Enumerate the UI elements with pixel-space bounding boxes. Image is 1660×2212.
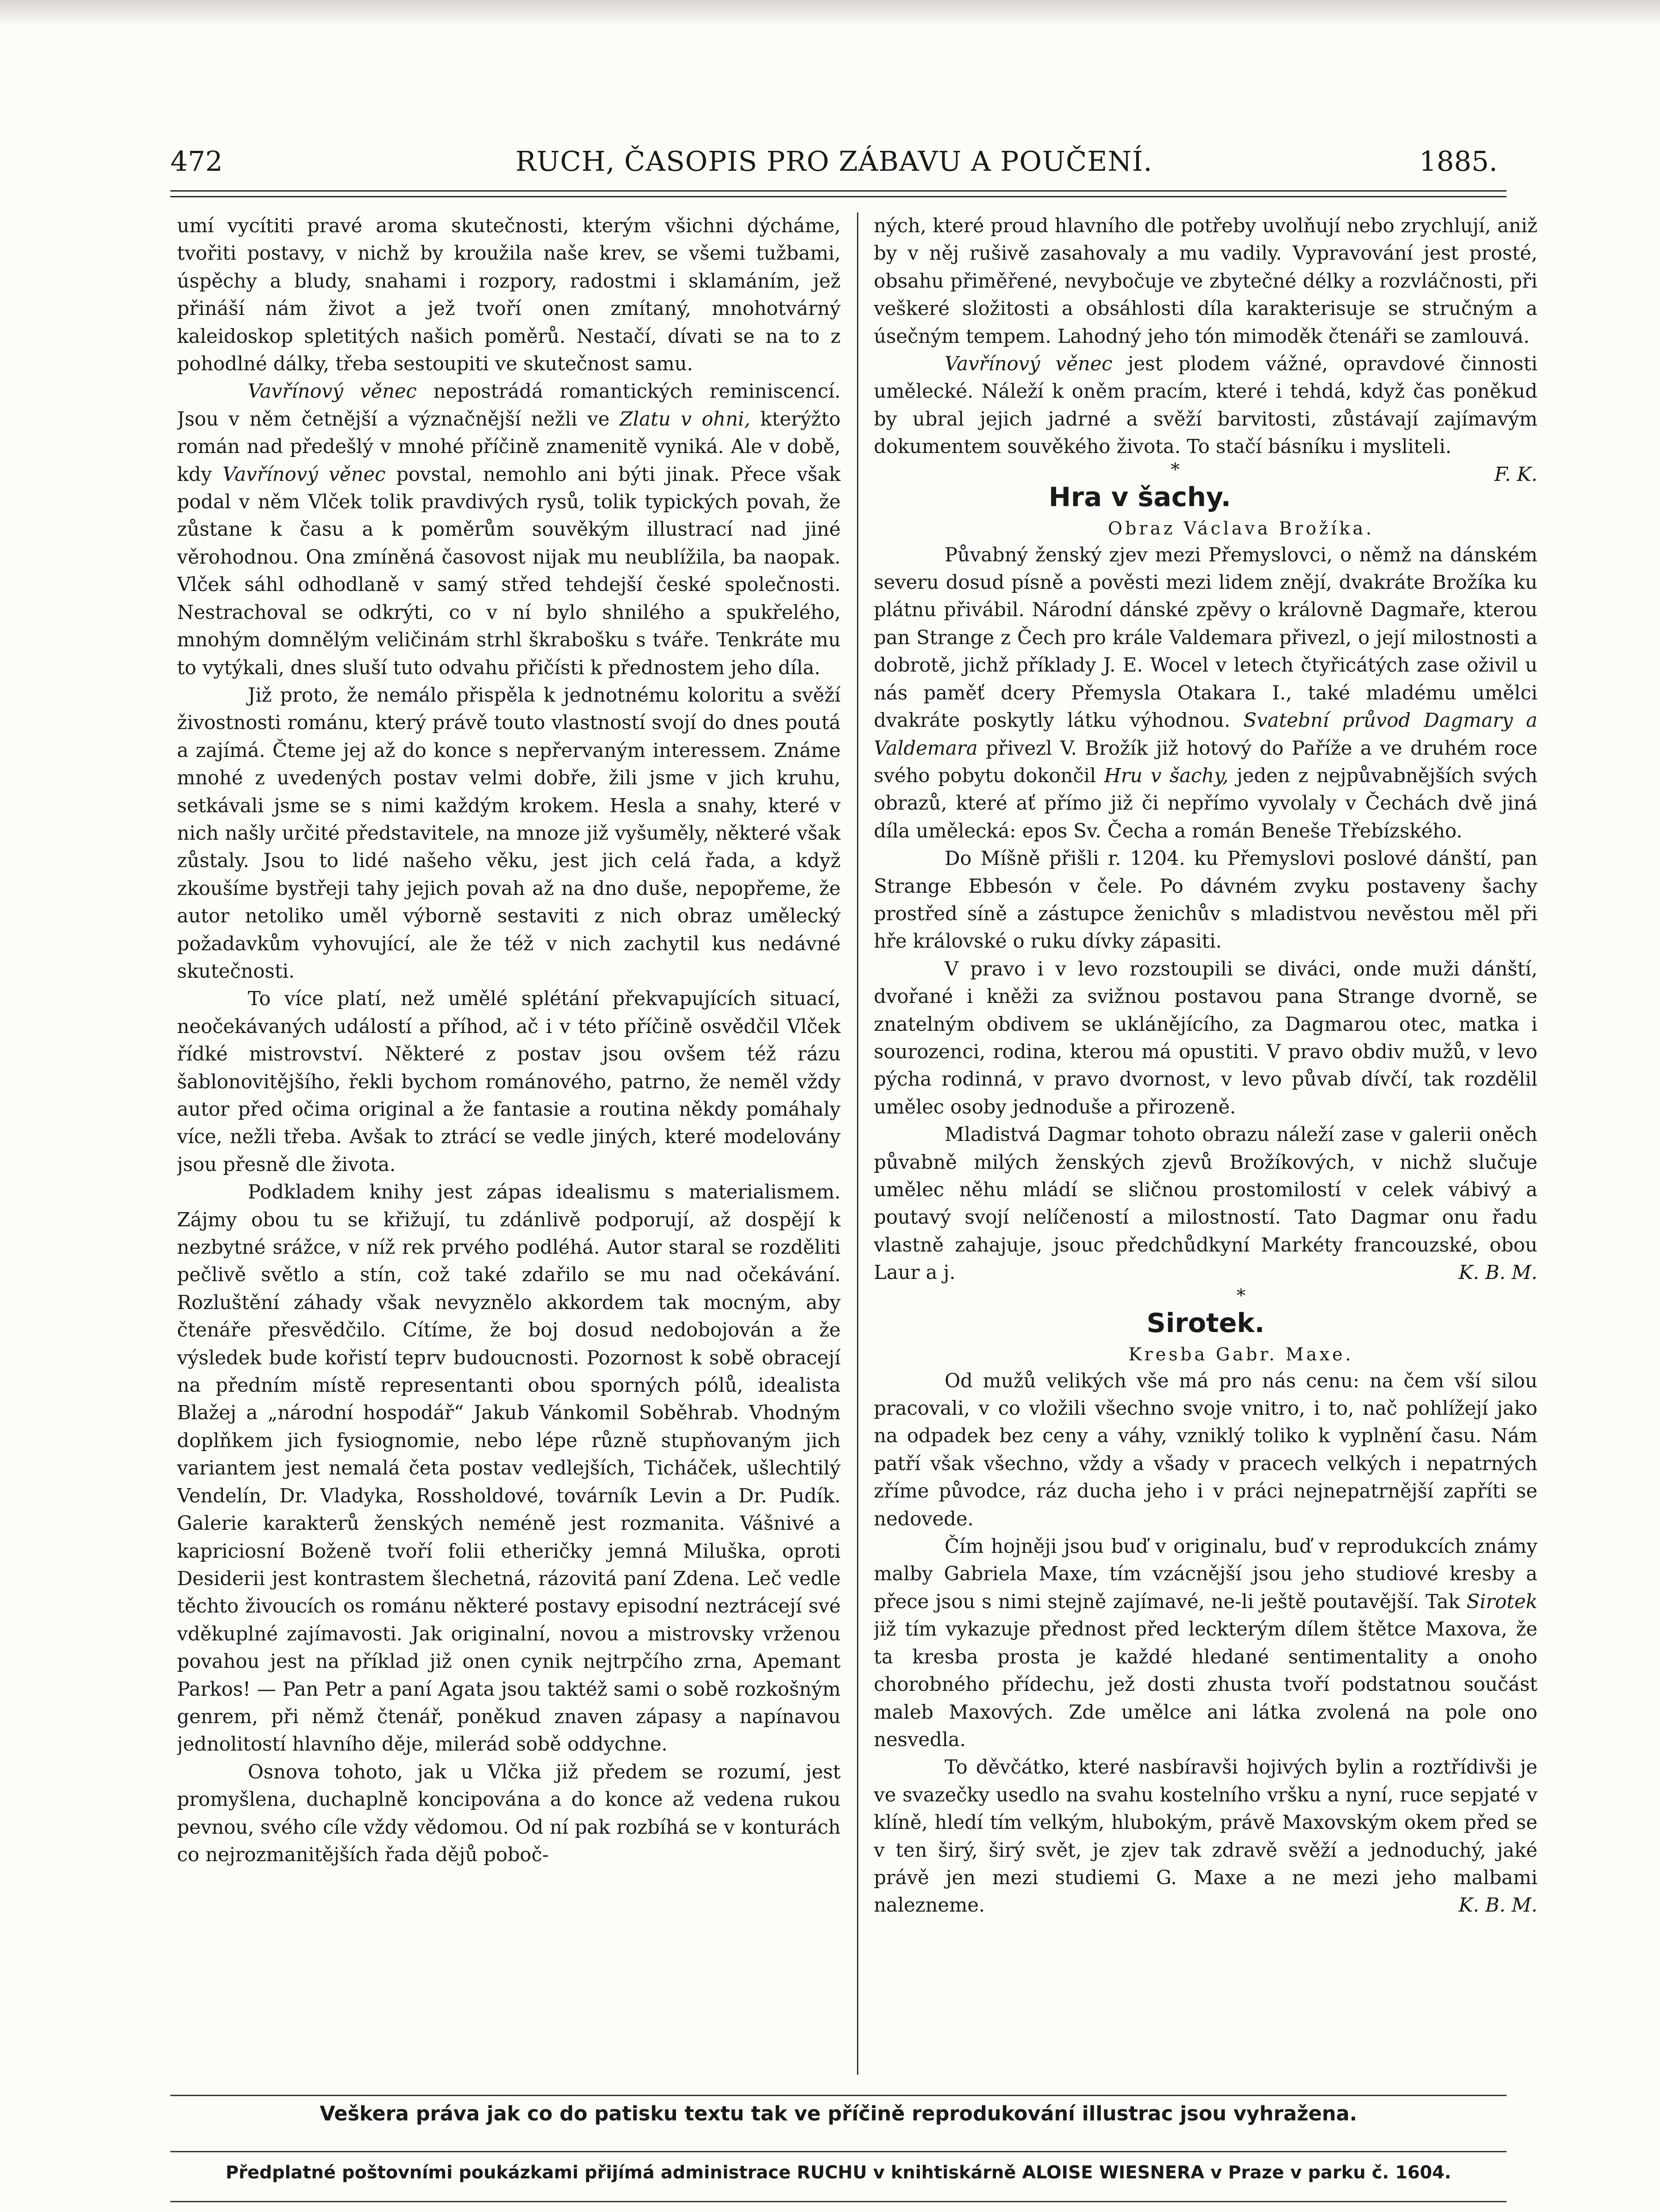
paragraph: To více platí, než umělé splétání překvapujících situací, neočekávaných událostí a příhod, ač i v této příčině osvědčil Vlček řídké mistrovství. Některé z postav jsou ovšem též rázu šablonovitějšího, řekli bychom románového, patrno, že neměl vždy autor před očima original a že fantasie a routina někdy pomáhaly více, nežli třeba. Avšak to ztrácí se vedle jiných, které modelovány jsou přesně dle života. (177, 988, 841, 1176)
section-separator: * (1237, 1285, 1245, 1306)
section-separator: * (1171, 459, 1180, 480)
paragraph: Vavřínový věnec nepostrádá romantických reminiscencí. Jsou v něm četnější a význačnější nežli ve Zlatu v ohni, kterýžto román nad předešlý v mnohé příčině znamenitě vyniká. Ale v době, kdy Vavřínový věnec povstal, nemohlo ani býti jinak. Přece však podal v něm Vlček tolik pravdivých rysů, tolik typických povah, že zůstane k času a k poměrům souvěkým illustrací nad jiné věrohodnou. Ona zmíněná časovost nijak mu neublížila, ba naopak. Vlček sáhl odhodlaně v samý střed tehdejší české společnosti. Nestrachoval se odkrýti, co v ní bylo shnilého a spukřelého, mnohým domnělým veličinám strhl škrabošku s tváře. Tenkráte mu to vytýkali, dnes sluší tuto odvahu přičísti k přednostem jeho díla. (177, 380, 841, 679)
column-divider (857, 212, 858, 2075)
paragraph: Již proto, že nemálo přispěla k jednotnému koloritu a svěží živostnosti románu, který právě touto vlastností svojí do dnes poutá a zajímá. Čteme jej až do konce s nepřervaným interessem. Známe mnohé z uvedených postav velmi dobře, žili jsme v jich kruhu, setkávali jsme se s nimi každým krokem. Hesla a snahy, které v nich našly určité představitele, na mnoze již vyšuměly, některé však zůstaly. Jsou to lidé našeho věku, jest jich celá řada, a když zkoušíme bystřeji tahy jejich povah až na dno duše, nepopřeme, že autor netoliko uměl výborně sestaviti z nich obraz umělecký požadavkům vyhovující, ale že též v nich zachytil kus nedávné skutečnosti. (177, 684, 841, 983)
footer-rule (170, 2201, 1506, 2202)
paragraph: Čím hojněji jsou buď v originalu, buď v reprodukcích známy malby Gabriela Maxe, tím vzácnější jsou jeho studiové kresby a přece jsou s nimi stejně zajímavé, ne-li ještě poutavější. Tak Sirotek již tím vykazuje přednost před leckterým dílem štětce Maxova, že ta kresba prosta je každé hledané sentimentality a onoho chorobného přídechu, jež dosti zhusta tvoří podstatnou součást maleb Maxových. Zde umělce ani látka zvolená na pole ono nesvedla. (874, 1536, 1537, 1751)
paragraph: Půvabný ženský zjev mezi Přemyslovci, o němž na dánském severu dosud písně a pověsti mezi lidem znějí, dvakráte Brožíka ku plátnu přivábil. Národní dánské zpěvy o královně Dagmaře, kterou pan Strange z Čech pro krále Valdemara přivezl, o její milostnosti a dobrotě, jichž příklady J. E. Wocel v letech čtyřicátých zase oživil u nás paměť dcery Přemysla Otakara I., také mladému umělci dvakráte poskytly látku výhodnou. Svatební průvod Dagmary a Valdemara přivezl V. Brožík již hotový do Paříže a ve druhém roce svého pobytu dokončil Hru v šachy, jeden z nejpůvabnějších svých obrazů, které ať přímo již či nepřímo vyvolaly v Čechách dvě jiná díla umělecká: epos Sv. Čecha a román Beneše Třebízského. (874, 544, 1537, 842)
article-subtitle: Obraz Václava Brožíka. (1108, 518, 1374, 539)
author-signature: K. B. M. (1458, 1894, 1537, 1917)
scan-edge-shadow (0, 0, 1660, 27)
left-column (177, 212, 841, 2093)
book-title: Vavřínový věnec (248, 380, 417, 403)
artwork-title: Svatební průvod Dagmary a Valdemara (874, 710, 1537, 760)
paragraph: Mladistvá Dagmar tohoto obrazu náleží zase v galerii oněch půvabně milých ženských zjevů Brožíkových, v nichž slučuje umělec něhu mládí se sličnou prostomilostí v celek vábivý a poutavý svojí nelíčeností a milostností. Tato Dagmar onu řadu vlastně zahajuje, jsouc předchůdkyní Markéty francouzské, obou Laur a j. K. B. M. (874, 1121, 1537, 1286)
rights-notice: Veškera práva jak co do patisku textu tak ve příčině reprodukování illustrac jsou vyhražena. (319, 2102, 1357, 2125)
paragraph: ných, které proud hlavního dle potřeby uvolňují nebo zrychlují, aniž by v něj rušivě zasahovaly a mu vadily. Vypravování jest prosté, obsahu přiměřené, nevybočuje ve zbytečné délky a rozvláčnosti, při veškeré složitosti a obsáhlosti díla karakterisuje se stručným a úsečným tempem. Lahodný jeho tón mimoděk čtenáři se zamlouvá. (874, 215, 1537, 348)
paragraph: umí vycítiti pravé aroma skutečnosti, kterým všichni dýcháme, tvořiti postavy, v nichž by kroužila naše krev, se všemi tužbami, úspěchy a bludy, snahami i rozpory, radostmi i sklamáním, jež přináší nám život a jež tvoří onen zmítaný, mnohotvárný kaleidoskop spletitých našich poměrů. Nestačí, dívati se na to z pohodlné dálky, třeba sestoupiti ve skutečnost samu. (177, 215, 841, 376)
article-title: Hra v šachy. (1049, 481, 1231, 513)
author-signature: K. B. M. (1458, 1262, 1537, 1284)
footer-rule (170, 2095, 1506, 2096)
paragraph: Podkladem knihy jest zápas idealismu s materialismem. Zájmy obou tu se křižují, tu zdánlivě podporují, až dospějí k nezbytné srážce, v níž rek prvého podléhá. Autor staral se rozděliti pečlivě světlo a stín, což také zdařilo se mu nad očekávání. Rozluštění záhady však nevyznělo akkordem tak mocným, aby čtenáře přesvědčilo. Cítíme, že boj dosud nedobojován a že výsledek bude kořistí teprv budoucnosti. Pozornost k sobě obracejí na předním místě representanti obou sporných pólů, idealista Blažej a „národní hospodář“ Jakub Vánkomil Soběhrab. Vhodným doplňkem jich fysiognomie, nebo lépe různě stupňovaným jich variantem jest nemalá četa postav vedlejších, Ticháček, ušlechtilý Vendelín, Dr. Vladyka, Rossholdové, továrník Levin a Dr. Pudík. Galerie karakterů ženských neméně jest rozmanita. Vášnivé a kapriciosní Boženě tvoří folii etheričky jemná Miluška, oproti Desiderii jest kontrastem šlechetná, rázovitá paní Zdena. Leč vedle těchto živoucích os románu některé postavy episodní neztrácejí své vděkuplné zajímavosti. Jak originalní, novou a mistrovsky vrženou povahou jest na příklad již onen cynik nejtrpčího zrna, Apemant Parkos! — Pan Petr a paní Agata jsou taktéž sami o sobě rozkošným genrem, při němž čtenář, poněkud znaven zápasy a napínavou jednolitostí hlavního děje, milerád sobě oddychne. (177, 1181, 841, 1756)
paragraph: To děvčátko, které nasbíravši hojivých bylin a roztřídivši je ve svazečky usedlo na svahu kostelního vršku a nyní, ruce sepjaté v klíně, hledí tím velkým, hlubokým, právě Maxovským okem před se v ten širý, širý svět, je zjev tak zdravě svěží a jednoduchý, jaké právě jen mezi studiemi G. Maxe a ne mezi jeho malbami nalezneme. K. B. M. (874, 1754, 1537, 1919)
article-subtitle: Kresba Gabr. Maxe. (1128, 1344, 1354, 1365)
page-header (170, 144, 1498, 184)
author-signature: F. K. (1494, 463, 1537, 486)
header-rule (170, 190, 1506, 197)
publication-year: 1885. (1419, 145, 1498, 177)
article-title: Sirotek. (1146, 1307, 1265, 1339)
journal-title: RUCH, ČASOPIS PRO ZÁBAVU A POUČENÍ. (515, 145, 1153, 177)
book-title: Vavřínový věnec (945, 353, 1113, 376)
paragraph: Osnova tohoto, jak u Vlčka již předem se rozumí, jest promyšlena, duchaplně koncipována a do konce až vedena rukou pevnou, svého cíle vždy vědomou. Od ní pak rozbíhá se v konturách co nejrozmanitějších řada dějů poboč- (177, 1761, 841, 1866)
footer-rule (170, 2151, 1506, 2152)
artwork-title: Sirotek (1466, 1590, 1537, 1613)
book-title: Zlatu v ohni, (619, 408, 750, 430)
artwork-title: Hru v šachy, (1104, 764, 1229, 787)
subscription-notice: Předplatné poštovními poukázkami přijímá administrace RUCHU v knihtiskárně ALOISE WIESNERA v Praze v parku č. 1604. (226, 2162, 1451, 2183)
paragraph: Vavřínový věnec jest plodem vážné, opravdové činnosti umělecké. Náleží k oněm pracím, které i tehdá, když čas poněkud by ubral jejich jadrné a svěží barvitosti, zůstávají zajímavým dokumentem souvěkého života. To stačí básníku i mysliteli. F. K. (874, 350, 1537, 461)
page-number: 472 (170, 145, 223, 177)
paragraph: V pravo i v levo rozstoupili se diváci, onde muži dánští, dvořané i kněži za svižnou postavou pana Strange dvorně, se znatelným obdivem se uklánějícího, za Dagmarou otec, matka i sourozenci, rodina, kterou má opustiti. V pravo obdiv mužů, v levo pýcha rodinná, v pravo dvornost, v levo půvab dívčí, tak rozdělil umělec osoby jednoduše a přirozeně. (874, 958, 1537, 1118)
right-column (874, 212, 1537, 2093)
book-title: Vavřínový věnec (222, 463, 386, 486)
paragraph: Od mužů velikých vše má pro nás cenu: na čem vší silou pracovali, v co vložili všechno svoje vnitro, i to, nač pohlížejí jako na odpadek bez ceny a váhy, vzniklý toliko k vyplnění času. Nám patří však všechno, vždy a všady v pracech velkých i nepatrných zříme původce, ráz ducha jeho i v práci nejnepatrnější zapříti se nedovede. (874, 1370, 1537, 1530)
paragraph: Do Míšně přišli r. 1204. ku Přemyslovi poslové dánští, pan Strange Ebbesón v čele. Po dávném zvyku postaveny šachy prostřed síně a zástupce ženichův s mladistvou nevěstou měl při hře královské o ruku dívky zápasiti. (874, 848, 1537, 953)
